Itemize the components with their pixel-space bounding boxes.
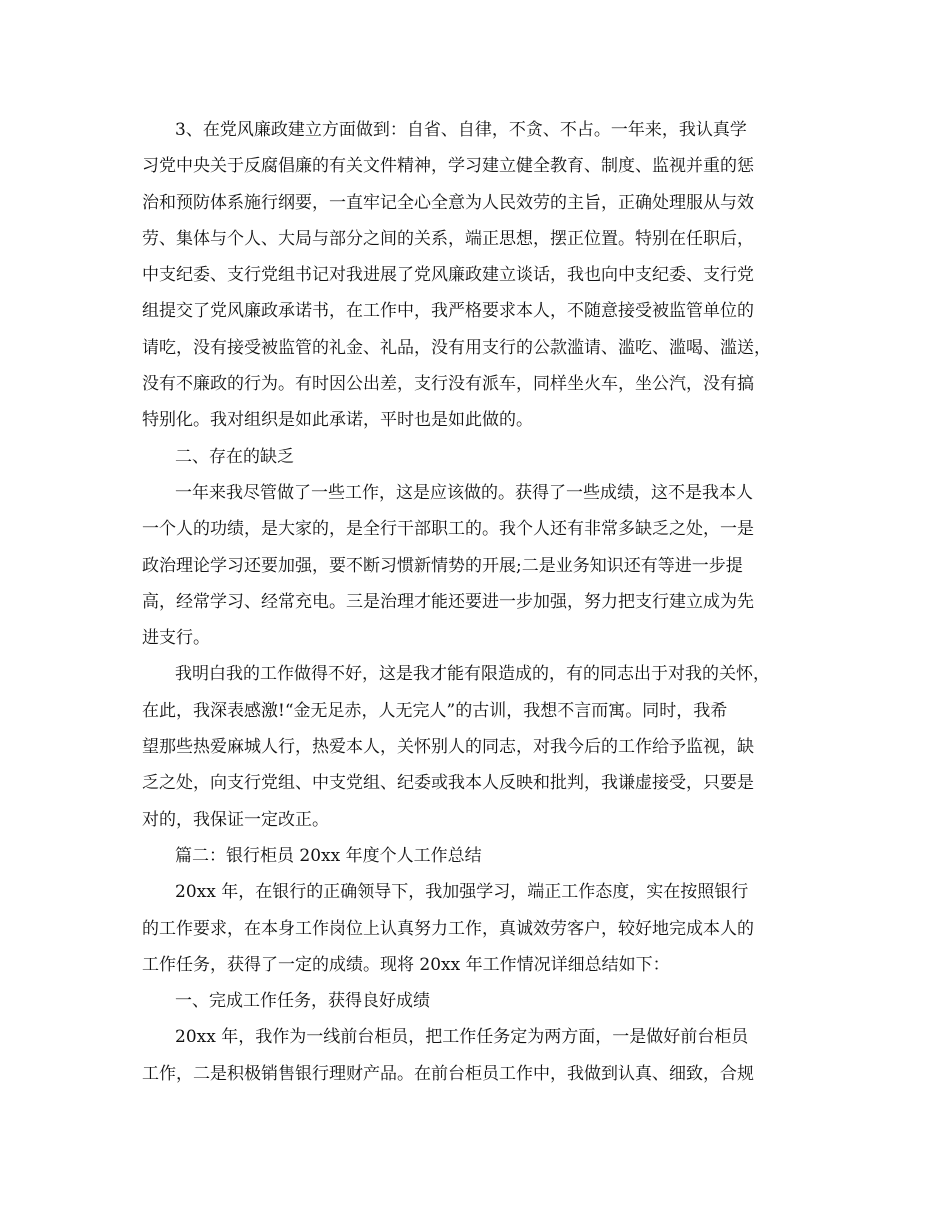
paragraph-line: 一个人的功绩，是大家的，是全行干部职工的。我个人还有非常多缺乏之处，一是 [142, 519, 754, 540]
paragraph-line: 没有不廉政的行为。有时因公出差，支行没有派车，同样坐火车，坐公汽，没有搞 [142, 374, 754, 395]
section-heading: 二、存在的缺乏 [175, 446, 294, 467]
paragraph-line: 20xx 年，在银行的正确领导下，我加强学习，端正工作态度，实在按照银行 [175, 882, 749, 903]
paragraph-line: 请吃，没有接受被监管的礼金、礼品，没有用支行的公款滥请、滥吃、滥喝、滥送， [142, 337, 771, 358]
paragraph-line: 的工作要求，在本身工作岗位上认真努力工作，真诚效劳客户，较好地完成本人的 [142, 918, 754, 939]
paragraph-line: 工作任务，获得了一定的成绩。现将 20xx 年工作情况详细总结如下： [142, 954, 670, 975]
paragraph-line: 工作，二是积极销售银行理财产品。在前台柜员工作中，我做到认真、细致，合规 [142, 1063, 754, 1084]
paragraph-line: 对的，我保证一定改正。 [142, 809, 329, 830]
paragraph-line: 在此，我深表感激!“金无足赤，人无完人”的古训，我想不言而寓。同时，我希 [142, 700, 728, 721]
paragraph-line: 20xx 年，我作为一线前台柜员，把工作任务定为两方面，一是做好前台柜员 [175, 1027, 749, 1048]
paragraph-line: 乏之处，向支行党组、中支党组、纪委或我本人反映和批判，我谦虚接受，只要是 [142, 773, 754, 794]
document-body [142, 112, 822, 1092]
paragraph-line: 组提交了党风廉政承诺书，在工作中，我严格要求本人，不随意接受被监管单位的 [142, 301, 754, 322]
paragraph-line: 治和预防体系施行纲要，一直牢记全心全意为人民效劳的主旨，正确处理服从与效 [142, 192, 754, 213]
paragraph-line: 习党中央关于反腐倡廉的有关文件精神，学习建立健全教育、制度、监视并重的惩 [142, 156, 754, 177]
paragraph-line: 我明白我的工作做得不好，这是我才能有限造成的，有的同志出于对我的关怀， [175, 664, 770, 685]
paragraph-line: 劳、集体与个人、大局与部分之间的关系，端正思想，摆正位置。特别在任职后， [142, 228, 754, 249]
paragraph-line: 3、在党风廉政建立方面做到：自省、自律，不贪、不占。一年来，我认真学 [175, 120, 747, 140]
paragraph-line: 政治理论学习还要加强，要不断习惯新情势的开展;二是业务知识还有等进一步提 [142, 555, 743, 576]
article-title: 篇二：银行柜员 20xx 年度个人工作总结 [175, 845, 482, 866]
paragraph-line: 进支行。 [142, 628, 210, 649]
paragraph-line: 望那些热爱麻城人行，热爱本人，关怀别人的同志，对我今后的工作给予监视，缺 [142, 737, 754, 758]
paragraph-line: 高，经常学习、经常充电。三是治理才能还要进一步加强，努力把支行建立成为先 [142, 591, 754, 612]
paragraph-line: 中支纪委、支行党组书记对我进展了党风廉政建立谈话，我也向中支纪委、支行党 [142, 265, 754, 286]
paragraph-line: 一年来我尽管做了一些工作，这是应该做的。获得了一些成绩，这不是我本人 [175, 482, 753, 503]
paragraph-line: 特别化。我对组织是如此承诺，平时也是如此做的。 [142, 410, 533, 431]
section-heading: 一、完成工作任务，获得良好成绩 [175, 991, 430, 1012]
